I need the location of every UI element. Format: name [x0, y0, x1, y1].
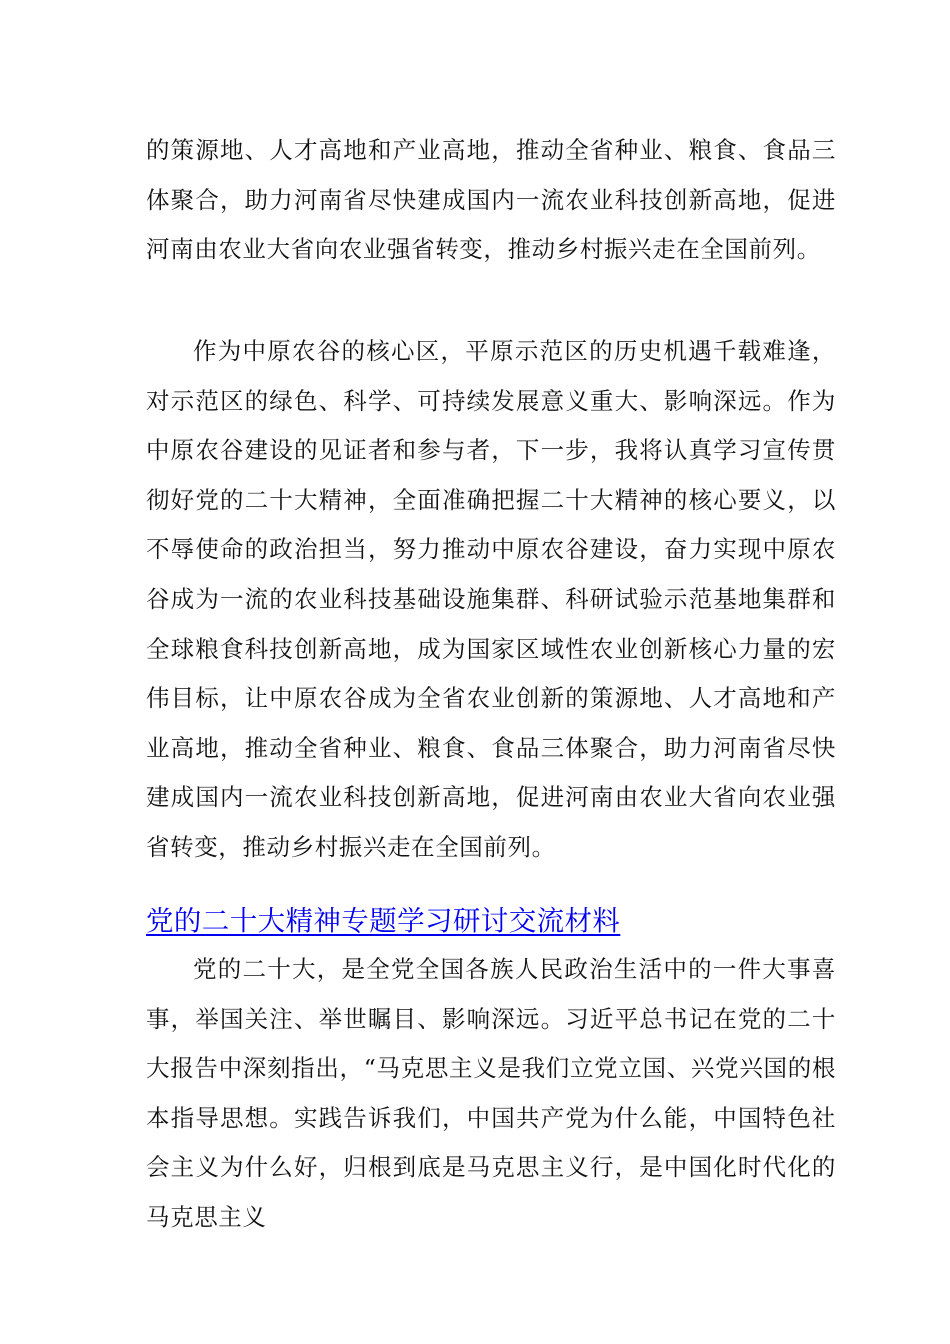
section-heading-link[interactable]: 党的二十大精神专题学习研讨交流材料: [146, 905, 621, 937]
paragraph-main: 作为中原农谷的核心区，平原示范区的历史机遇千载难逢，对示范区的绿色、科学、可持续发展意义重大、影响深远。作为中原农谷建设的见证者和参与者，下一步，我将认真学习宣传贯彻好党的二十大精神，全面准确把握二十大精神的核心要义，以不辱使命的政治担当，努力推动中原农谷建设，奋力实现中原农谷成为一流的农业科技基础设施集群、科研试验示范基地集群和全球粮食科技创新高地，成为国家区域性农业创新核心力量的宏伟目标，让中原农谷成为全省农业创新的策源地、人才高地和产业高地，推动全省种业、粮食、食品三体聚合，助力河南省尽快建成国内一流农业科技创新高地，促进河南由农业大省向农业强省转变，推动乡村振兴走在全国前列。: [146, 337, 836, 861]
paragraph-section: 党的二十大，是全党全国各族人民政治生活中的一件大事喜事，举国关注、举世瞩目、影响深远。习近平总书记在党的二十大报告中深刻指出，“马克思主义是我们立党立国、兴党兴国的根本指导思想。实践告诉我们，中国共产党为什么能，中国特色社会主义为什么好，归根到底是马克思主义行，是中国化时代化的马克思主义: [146, 955, 836, 1231]
paragraph-continuation: 的策源地、人才高地和产业高地，推动全省种业、粮食、食品三体聚合，助力河南省尽快建成国内一流农业科技创新高地，促进河南由农业大省向农业强省转变，推动乡村振兴走在全国前列。: [146, 136, 836, 264]
